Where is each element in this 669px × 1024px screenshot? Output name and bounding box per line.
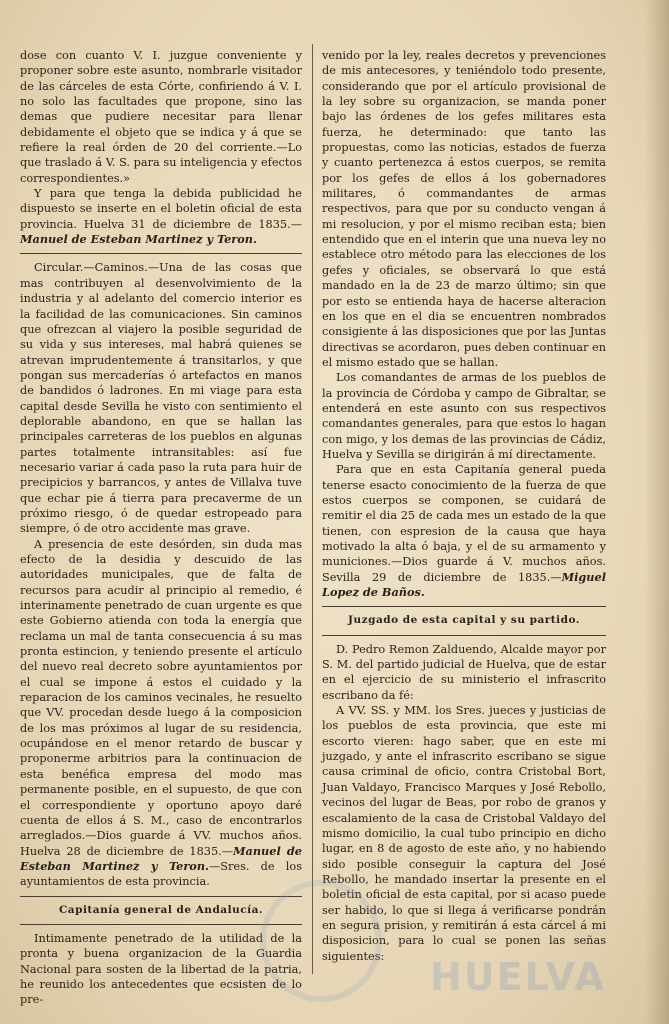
- right-signature: Miguel Lopez de Baños.: [322, 569, 606, 600]
- right-paragraph-5: A VV. SS. y MM. los Sres. jueces y justicias de los pueblos de esta provincia, que este mi escorto vieren: hago saber, que en este mi juzgado, y ante el infrascrito escribano se sigue causa criminal de oficio, contra Cristobal Bort, Juan Valdayo, Francisco Marques y José Rebollo, vecinos del lugar de Beas, por robo de granos y escalamiento de la casa de Cristobal Valdayo del mismo domicilio, la cual tubo principio en dicho lugar, en 8 de agosto de este año, y no habiendo sido posible conseguir la captura del José Rebollo, he mandado insertar la presente en el boletin oficial de esta capital, por si acaso puede ser habido, lo que si llega á verificarse pondrán en segura prision, y remitirán á esta cárcel á mi disposicion, para lo cual se ponen las señas siguientes:: [322, 704, 606, 963]
- right-column: [322, 48, 606, 964]
- left-column: [20, 48, 302, 1008]
- left-paragraph-5: Intimamente penetrado de la utilidad de la pronta y buena organizacion de la Guardia Nacional para sosten de la libertad de la patria, he reunido los antecedentes que ecsisten de lo pre-: [20, 931, 302, 1007]
- watermark-logo: HUELVA: [430, 955, 606, 999]
- left-paragraph-2: [20, 186, 302, 247]
- left-paragraph-4-end: —Sres. de los ayuntamientos de esta provincia.: [20, 859, 302, 889]
- left-paragraph-3: Circular.—Caminos.—Una de las cosas que mas contribuyen al desenvolvimiento de la industria y al adelanto del comercio interior es la facilidad de las comunicaciones. Sin caminos que ofrezcan al viajero la posible seguridad de su vida y sus intereses, mal habrá quienes se atrevan imprudentemente á transitarlos, y que pongan sus mercaderías ó artefactos en manos de bandidos ó ladrones. En mi viage para esta capital desde Sevilla he visto con sentimiento el deplorable abandono, en que se hallan las principales carreteras de los pueblos en algunas partes totalmente intransitables: así fue necesario variar á cada paso la ruta para huir de precipicios y barrancos, y antes de Villalva tuve que echar pie á tierra para precaverme de un próximo riesgo, ó de quedar estropeado para siempre, ó de otro accidente mas grave.: [20, 261, 302, 536]
- right-paragraph-3: [322, 462, 606, 600]
- right-paragraph-2: Los comandantes de armas de los pueblos de la provincia de Córdoba y campo de Gibraltar, se entenderá en este asunto con sus respectivos comandantes generales, para que estos lo hagan con migo, y los demas de las provincias de Cádiz, Huelva y Sevilla se dirigirán á mí directamente.: [322, 371, 606, 461]
- left-signature-2: Manuel de Esteban Martinez y Teron.: [20, 843, 302, 873]
- left-paragraph-2-text: Y para que tenga la debida publicidad he dispuesto se inserte en el boletin oficial de esta provincia. Huelva 31 de diciembre de 1835.—: [20, 187, 302, 231]
- right-paragraph-1: venido por la ley, reales decretos y prevenciones de mis antecesores, y teniéndolo todo presente, considerando que por el artículo provisional de la ley sobre su organizacion, se manda poner bajo las órdenes de los gefes militares esta fuerza, he determinado: que tanto las propuestas, como las noticias, estados de fuerza y cuanto pertenezca á estos cuerpos, se remita por los gefes de ellos á los gobernadores militares, ó commandantes de armas respectivos, para que por su conducto vengan á mi resolucion, y por el mismo reciban esta; bien entendido que en el interin que una nueva ley no establece otro método para las elecciones de los gefes y oficiales, se observará lo que está mandado en la de 23 de marzo último; sin que por esto se entienda haya de hacerse alteracion en los que en el dia se encuentren nombrados consigiente á las disposiciones que por las Juntas directivas se acordaron, pues deben continuar en el mismo estado que se hallan.: [322, 49, 606, 369]
- section-rule: [322, 635, 606, 636]
- section-rule: [20, 896, 302, 897]
- left-paragraph-1: dose con cuanto V. I. juzgue conveniente y proponer sobre este asunto, nombrarle visitador de las cárceles de esta Córte, confiriendo á V. I. no solo las facultades que propone, sino las demas que pudiere necesitar para llenar debidamente el objeto que se indica y á que se refiere la real órden de 20 del corriente.—Lo que traslado á V. S. para su inteligencia y efectos correspondientes.»: [20, 49, 302, 185]
- left-paragraph-4: [20, 537, 302, 890]
- section-heading-capitania: Capitanía general de Andalucía.: [58, 903, 264, 916]
- page-edge-shadow: [645, 0, 669, 1024]
- column-divider: [312, 44, 313, 974]
- right-paragraph-4: D. Pedro Remon Zalduendo, Alcalde mayor por S. M. del partido judicial de Huelva, que de estar en el ejercicio de su ministerio el infrascrito escribano da fé:: [322, 642, 606, 702]
- section-rule: [322, 606, 606, 607]
- section-rule: [20, 253, 302, 254]
- section-heading-juzgado: Juzgado de esta capital y su partido.: [348, 614, 580, 627]
- section-rule: [20, 924, 302, 925]
- left-paragraph-4-text: A presencia de este desórden, sin duda mas efecto de la desidia y descuido de las autoridades municipales, que de falta de recursos para acudir al principio al remedio, é interinamente penetrado de cuan urgente es que este Gobierno atienda con toda la energía que reclama un mal de tanta consecuencia á su mas pronta estincion, y teniendo presente el artículo del nuevo real decreto sobre ayuntamientos por el cual se impone á estos el cuidado y la reparacion de los caminos vecinales, he resuelto que VV. procedan desde luego á la composicion de los mas próximos al lugar de su residencia, ocupándose en el menor retardo de buscar y proponerme arbitrios para la continuacion de esta benéfica empresa del modo mas permanente posible, en el supuesto, de que con el correspondiente y oportuno apoyo daré cuenta de ellos á S. M., caso de encontrarlos arreglados.—Dios guarde á VV. muchos años. Huelva 28 de diciembre de 1835.—: [20, 537, 302, 858]
- left-signature-1: Manuel de Esteban Martinez y Teron.: [20, 232, 257, 247]
- right-paragraph-3-text: Para que en esta Capitanía general pueda tenerse esacto conocimiento de la fuerza de que estos cuerpos se componen, se cuidará de remitir el dia 25 de cada mes un estado de la que tienen, con espresion de la causa que haya motivado la alta ó baja, y el de su armamento y municiones.—Dios guarde á V. muchos años. Sevilla 29 de diciembre de 1835.—: [322, 463, 606, 584]
- watermark-seal-icon: [260, 880, 382, 1002]
